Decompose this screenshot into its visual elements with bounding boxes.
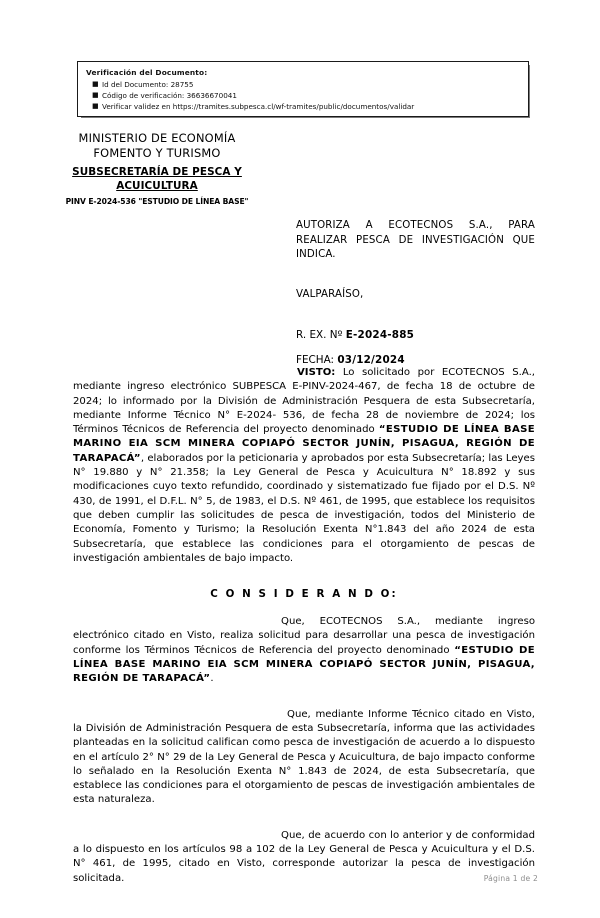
place-line: VALPARAÍSO, [296, 288, 364, 300]
bullet-icon: ■ [92, 91, 99, 99]
verification-item-code [92, 90, 528, 101]
resolution-label: R. EX. Nº [296, 329, 346, 342]
bullet-icon: ■ [92, 102, 99, 110]
paragraph-considerando-2: Que, mediante Informe Técnico citado en Visto, la División de Administración Pesquera de esta Subsecretaría, informa que las actividades planteadas en la solicitud califican como pesca de investigación de acuerdo a lo dispuesto en el artículo 2° N° 29 de la Ley General de Pesca y Acuicultura, de bajo impacto conforme lo señalado en la Resolución Exenta N° 1.843 de 2024, de esta Subsecretaría, que establece las condiciones para el otorgamiento de pescas de investigación ambientales de esta naturaleza. [73, 708, 535, 806]
subject-line: AUTORIZA A ECOTECNOS S.A., PARA REALIZAR PESCA DE INVESTIGACIÓN QUE INDICA. [296, 220, 535, 261]
considerando-1-text-part-2: . [210, 673, 214, 685]
document-body [73, 366, 535, 886]
spacer [73, 808, 535, 829]
verification-box [77, 61, 529, 117]
ministry-line-2: FOMENTO Y TURISMO [93, 145, 221, 160]
visto-label: VISTO: [297, 367, 336, 378]
subsecretaria-line-2: ACUICULTURA [116, 180, 198, 192]
ministry-line-1: MINISTERIO DE ECONOMÍA [78, 131, 236, 145]
project-name: “ESTUDIO DE LÍNEA BASE MARINO EIA SCM MINERA COPIAPÓ SECTOR JUNÍN, PISAGUA, REGIÓN DE TARAPACÁ” [73, 424, 535, 464]
page-footer: Página 1 de 2 [483, 874, 538, 883]
verification-title: Verificación del Documento: [86, 68, 208, 77]
paragraph-considerando-3: Que, de acuerdo con lo anterior y de conformidad a lo dispuesto en los artículos 98 a 102 de la Ley General de Pesca y Acuicultura y el D.S. N° 461, de 1995, citado en Visto, corresponde autorizar la pesca de investigación solicitada. [73, 829, 535, 884]
subsecretaria-heading [38, 165, 276, 193]
heading-block [296, 219, 535, 368]
considerando-heading: C O N S I D E R A N D O: [210, 588, 398, 601]
bullet-icon: ■ [92, 80, 99, 88]
verification-item-text: Id del Documento: 28755 [102, 80, 194, 89]
verification-item-text: Código de verificación: 36636670041 [102, 91, 237, 100]
considerando-1-text-part-1: Que, ECOTECNOS S.A., mediante ingreso electrónico citado en Visto, realiza solicitud para desarrollar una pesca de investigación conforme los Términos Técnicos de Referencia del proyecto denominado [73, 616, 535, 656]
spacer [73, 566, 535, 587]
verification-list [86, 79, 528, 112]
resolution-number: E-2024-885 [345, 329, 415, 342]
date-value: 03/12/2024 [337, 354, 405, 367]
verification-item-url [92, 101, 528, 112]
verification-item-text: Verificar validez en https://tramites.subpesca.cl/wf-tramites/public/documentos/validar [102, 102, 415, 111]
visto-text-part-2: , elaborados por la peticionaria y aprobados por esta Subsecretaría; las Leyes N° 19.880 y N° 21.358; la Ley General de Pesca y Acuicultura N° 18.892 y sus modificaciones cuyo texto refundido, coordinado y sistematizado fue fijado por el D.S. Nº 430, de 1991, el D.F.L. N° 5, de 1983, el D.S. Nº 461, de 1995, que establece los requisitos que deben cumplir las solicitudes de pesca de investigación, todos del Ministerio de Economía, Fomento y Turismo; la Resolución Exenta N°1.843 del año 2024 de esta Subsecretaría, que establece las condiciones para el otorgamiento de pescas de investigación ambientales de bajo impacto. [73, 452, 535, 564]
paragraph-visto [73, 366, 535, 566]
pinv-reference: PINV E-2024-536 "ESTUDIO DE LÍNEA BASE" [65, 197, 249, 206]
letterhead [38, 131, 276, 207]
paragraph-considerando-1 [73, 615, 535, 686]
spacer [73, 687, 535, 708]
spacer [73, 601, 535, 615]
verification-item-document-id [92, 79, 528, 90]
visto-text-part-1: Lo solicitado por ECOTECNOS S.A., mediante ingreso electrónico SUBPESCA E-PINV-2024-467, de fecha 18 de octubre de 2024; lo informado por la División de Administración Pesquera de esta Subsecretaría, mediante Informe Técnico N° E-2024- 536, de fecha 28 de noviembre de 2024; los Términos Técnicos de Referencia del proyecto denominado [73, 367, 535, 436]
subsecretaria-line-1: SUBSECRETARÍA DE PESCA Y [72, 166, 242, 178]
project-name: “ESTUDIO DE LÍNEA BASE MARINO EIA SCM MINERA COPIAPÓ SECTOR JUNÍN, PISAGUA, REGIÓN DE TARAPACÁ” [73, 644, 535, 685]
date-label: FECHA: [296, 354, 338, 367]
resolution-number-line [296, 328, 535, 343]
